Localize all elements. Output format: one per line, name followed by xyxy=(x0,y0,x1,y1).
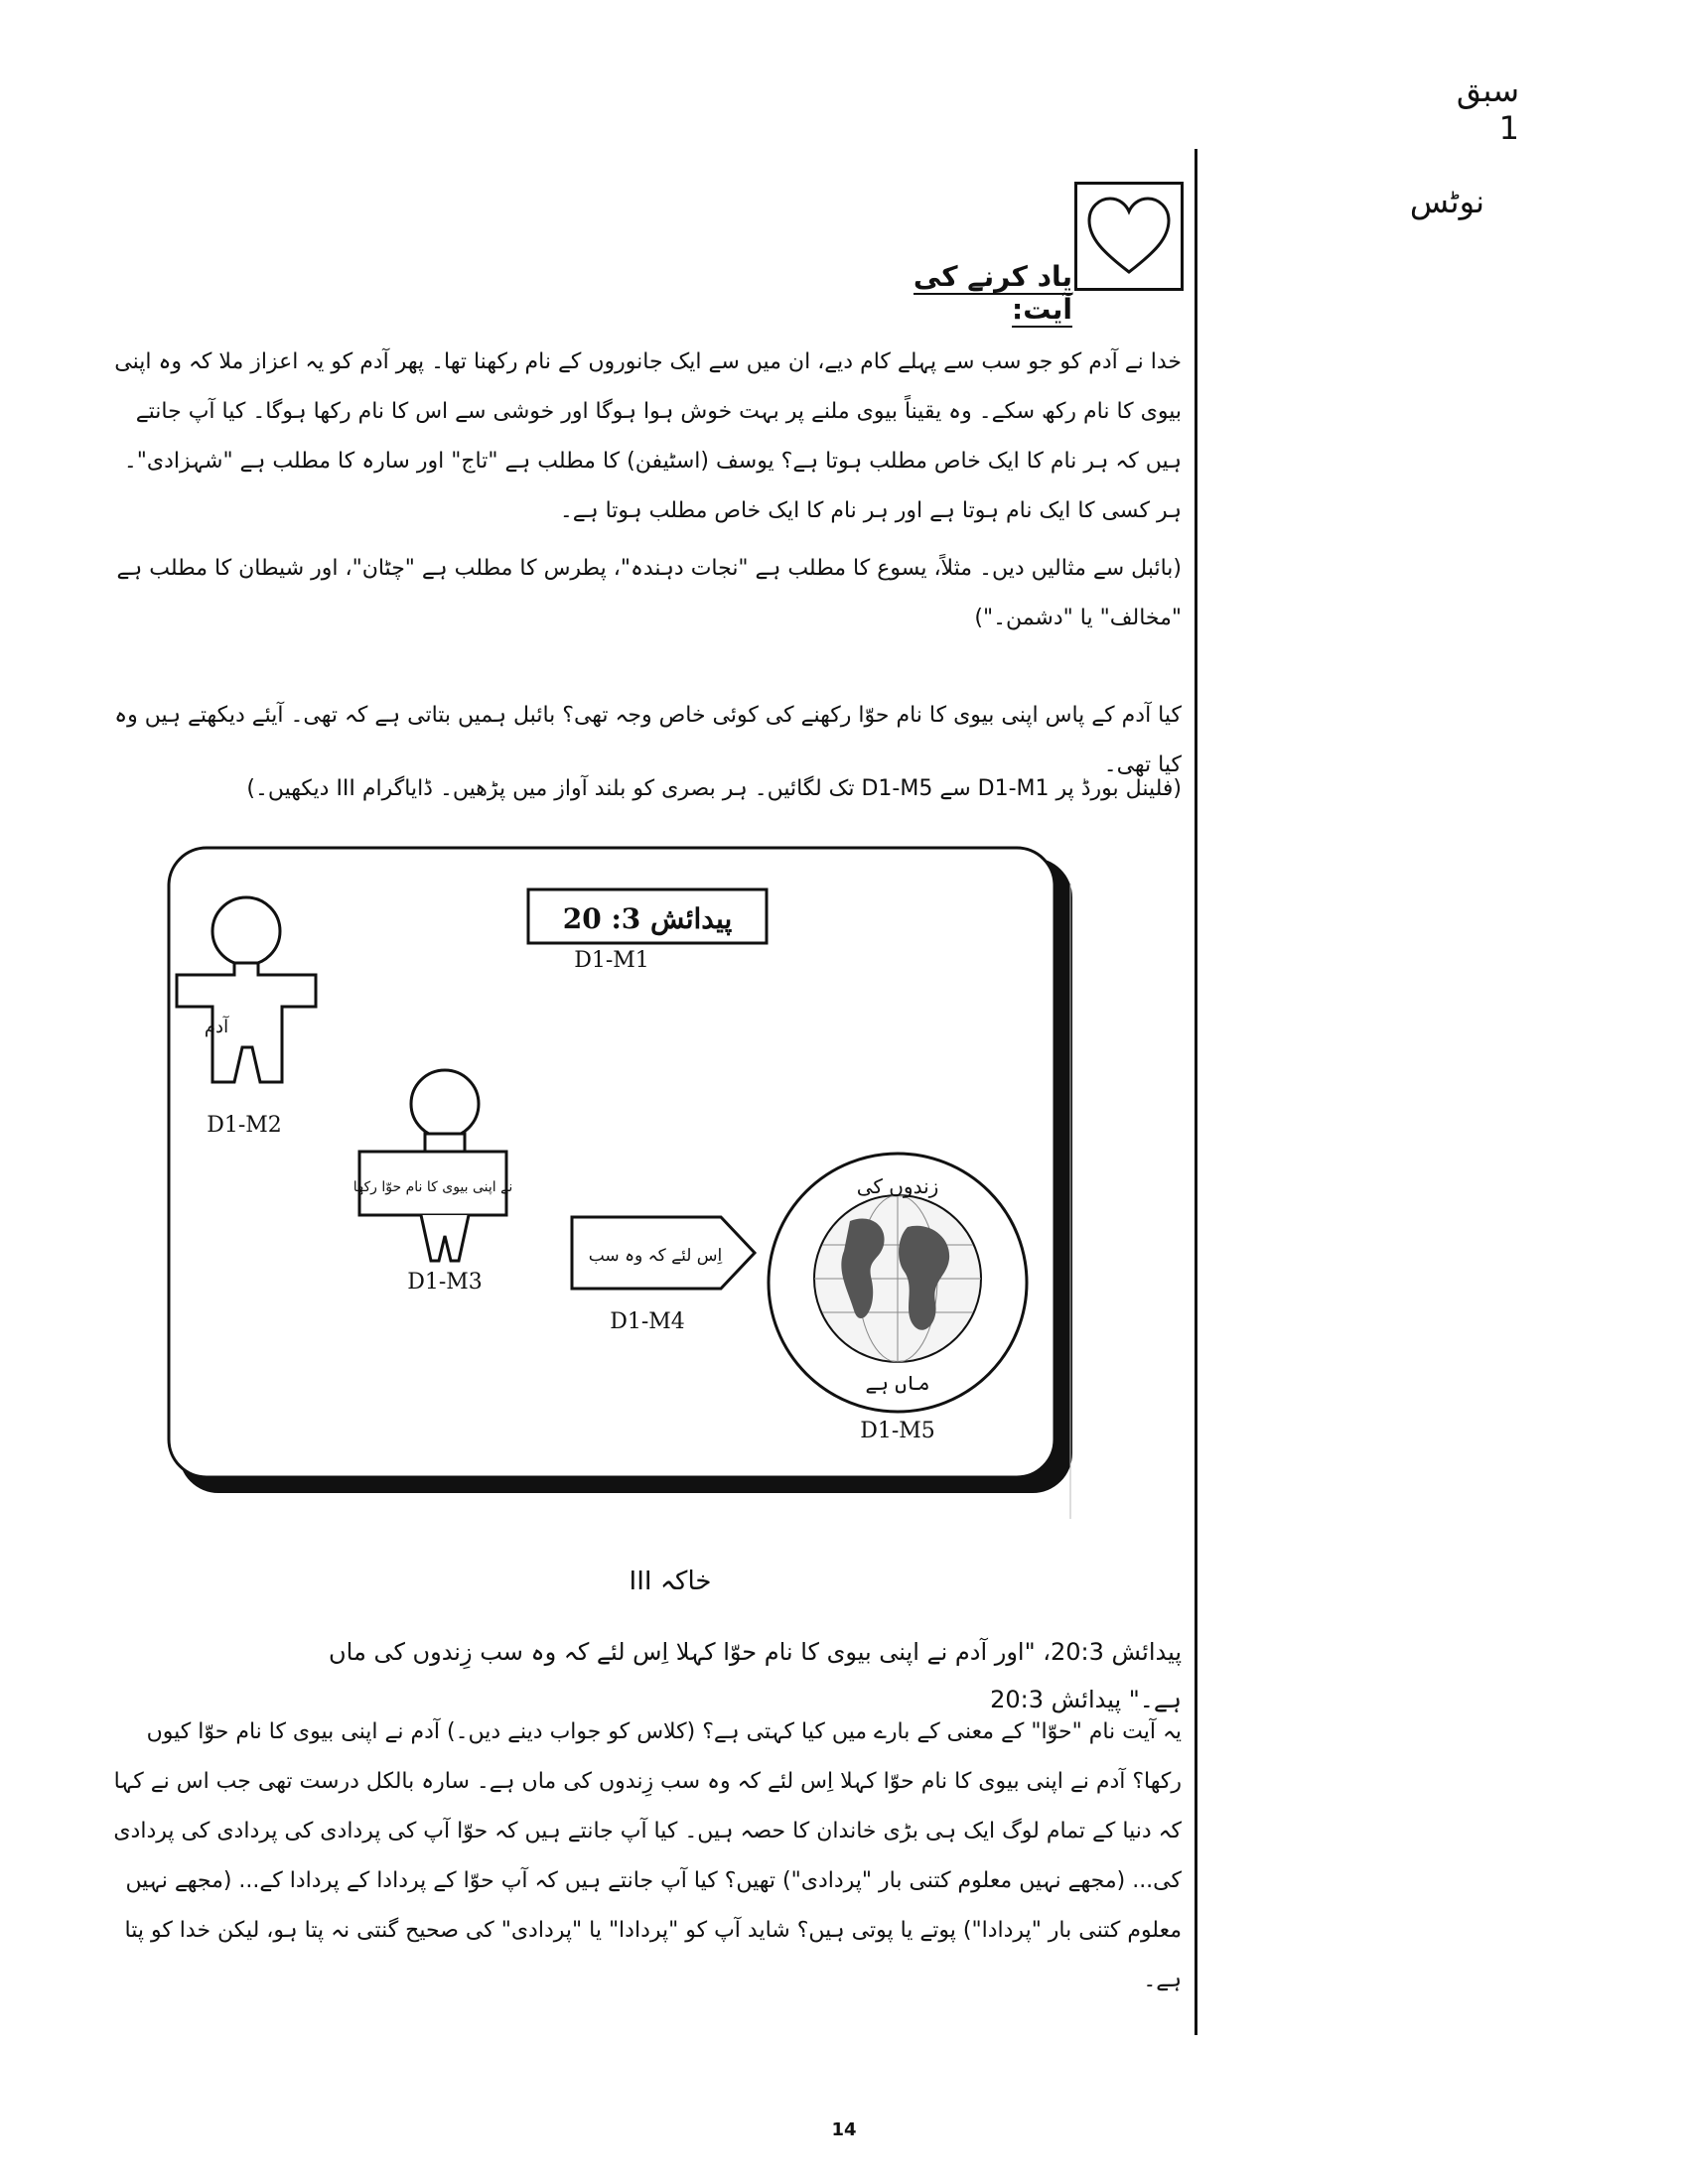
d1-m1-verse-card xyxy=(528,889,767,943)
arrow-text: اِس لئے کہ وہ سب xyxy=(588,1246,723,1266)
label-d1-m5: D1-M5 xyxy=(860,1419,935,1443)
person-icon xyxy=(212,897,280,965)
flannel-board xyxy=(165,844,1078,1519)
person-icon-2 xyxy=(411,1070,479,1138)
d1-m5-globe-card xyxy=(769,1154,1027,1412)
sign-text: نے اپنی بیوی کا نام حوّا رکھا xyxy=(352,1179,513,1195)
paragraph-instruction: (فلینل بورڈ پر D1-M1 سے D1-M5 تک لگائیں۔ ہر بصری کو بلند آواز میں پڑھیں۔ ڈایاگرام III دیکھیں۔) xyxy=(246,776,1182,801)
label-d1-m2: D1-M2 xyxy=(207,1113,282,1138)
diagram-caption: خاکہ III xyxy=(629,1567,712,1596)
paragraph-discussion: یہ آیت نام "حوّا" کے معنی کے بارے میں کیا کہتی ہے؟ (کلاس کو جواب دینے دیں۔) آدم نے اپنی بیوی کا نام حوّا کیوں رکھا؟ آدم نے اپنی بیوی کا نام حوّا کہلا اِس لئے کہ وہ سب زِندوں کی ماں ہے۔ سارہ بالکل درست تھی جب اس نے کہا کہ دنیا کے تمام لوگ ایک ہی بڑی خاندان کا حصہ ہیں۔ کیا آپ جانتے ہیں کہ حوّا آپ کی پردادی کی پردادی کی پردادی کی... (مجھے نہیں معلوم کتنی بار "پردادی") تھیں؟ کیا آپ جانتے ہیں کہ آپ حوّا کے پردادا کے پردادا کے... (مجھے نہیں معلوم کتنی بار "پردادا") پوتے یا پوتی ہیں؟ شاید آپ کو "پردادا" یا "پردادی" کی صحیح گنتی نہ پتا ہو، لیکن خدا کو پتا ہے۔ xyxy=(113,1719,1182,1992)
globe-bottom-text: ماں ہے xyxy=(865,1371,930,1395)
notes-divider xyxy=(1195,149,1197,2035)
label-d1-m4: D1-M4 xyxy=(610,1309,685,1334)
paragraph-question: کیا آدم کے پاس اپنی بیوی کا نام حوّا رکھنے کی کوئی خاص وجہ تھی؟ بائبل ہمیں بتاتی ہے کہ تھی۔ آیئے دیکھتے ہیں وہ کیا تھی۔ xyxy=(114,703,1182,777)
label-d1-m1: D1-M1 xyxy=(574,948,649,973)
globe-icon xyxy=(814,1195,981,1362)
notes-heading: نوٹس xyxy=(1409,183,1484,220)
adam-label: آدم xyxy=(204,1017,229,1037)
paragraph-examples: (بائبل سے مثالیں دیں۔ مثلاً، یسوع کا مطلب ہے "نجات دہندہ"، پطرس کا مطلب ہے "چٹان"، اور شیطان کا مطلب ہے "مخالف" یا "دشمن۔") xyxy=(116,556,1182,630)
heart-icon xyxy=(1083,193,1175,284)
label-d1-m3: D1-M3 xyxy=(407,1270,483,1295)
d1-m4-arrow-card xyxy=(572,1217,755,1289)
memory-verse-text: پیدائش 20:3، "اور آدم نے اپنی بیوی کا نام حوّا کہلا اِس لئے کہ وہ سب زِندوں کی ماں ہے۔" پیدائش 20:3 xyxy=(329,1638,1182,1713)
paragraph-intro: خدا نے آدم کو جو سب سے پہلے کام دیے، ان میں سے ایک جانوروں کے نام رکھنا تھا۔ پھر آدم کو یہ اعزاز ملا کہ وہ اپنی بیوی کا نام رکھ سکے۔ وہ یقیناً بیوی ملنے پر بہت خوش ہوا ہوگا اور خوشی سے اس کا نام رکھا ہوگا۔ کیا آپ جانتے ہیں کہ ہر نام کا ایک خاص مطلب ہوتا ہے؟ یوسف (اسٹیفن) کا مطلب ہے "تاج" اور سارہ کا مطلب ہے "شہزادی"۔ ہر کسی کا ایک نام ہوتا ہے اور ہر نام کا ایک خاص مطلب ہوتا ہے۔ xyxy=(114,349,1182,523)
memory-verse-title xyxy=(894,260,1072,326)
diagram-iii xyxy=(165,844,1078,1519)
memory-verse-box xyxy=(1074,182,1184,291)
globe-top-text: زندوں کی xyxy=(856,1174,939,1198)
memory-verse-title-text: یاد کرنے کی آیت: xyxy=(913,260,1072,326)
verse-box-text: پیدائش 3: 20 xyxy=(562,902,733,935)
lesson-number: سبق 1 xyxy=(1456,71,1519,147)
page-number: 14 xyxy=(831,2119,857,2140)
